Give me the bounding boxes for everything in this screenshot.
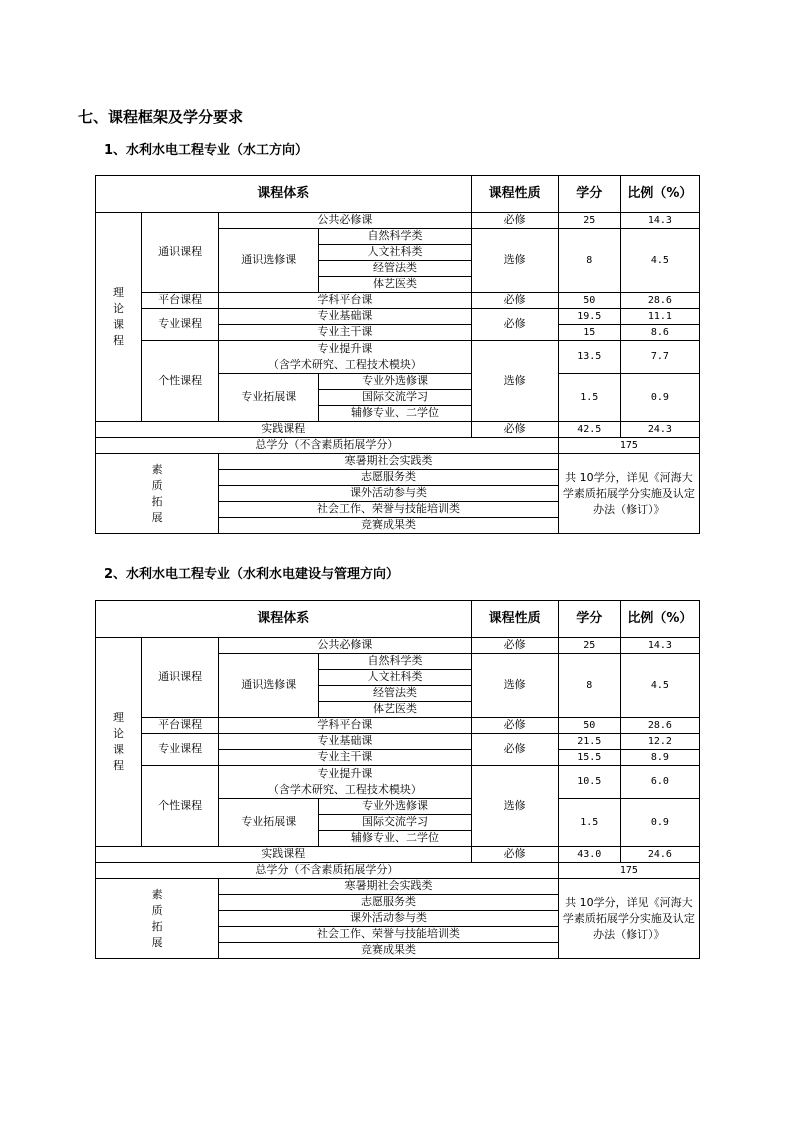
major-basic-credit: 21.5 [558, 734, 620, 750]
major-basic-label: 专业基础课 [219, 309, 471, 325]
header-course-nature: 课程性质 [471, 601, 558, 638]
major-expand-ratio: 0.9 [620, 374, 699, 422]
practice-ratio: 24.6 [620, 847, 699, 863]
credit-table-2 [95, 600, 700, 959]
major-expand-ratio: 0.9 [620, 799, 699, 847]
header-ratio: 比例（%） [620, 601, 699, 638]
major-upgrade-label: 专业提升课 （含学术研究、工程技术模块） [219, 341, 471, 374]
extracurricular-label: 课外活动参与类 [219, 911, 559, 927]
general-elective-label: 通识选修课 [219, 229, 319, 293]
total-credits-label: 总学分（不含素质拓展学分） [96, 438, 559, 454]
major-upgrade-credit: 10.5 [558, 766, 620, 799]
table-row [96, 734, 700, 750]
practice-courses-label: 实践课程 [96, 422, 472, 438]
major-core-label: 专业主干课 [219, 325, 471, 341]
table-row [96, 454, 700, 470]
quality-credit-note: 共 10学分，详见《河海大学素质拓展学分实施及认定办法（修订）》 [558, 454, 699, 534]
extracurricular-label: 课外活动参与类 [219, 486, 559, 502]
minor-degree-label: 辅修专业、二学位 [319, 831, 471, 847]
quality-credit-note: 共 10学分，详见《河海大学素质拓展学分实施及认定办法（修订）》 [558, 879, 699, 959]
social-work-label: 社会工作、荣誉与技能培训类 [219, 927, 559, 943]
general-elective-credit: 8 [558, 229, 620, 293]
major-basic-ratio: 11.1 [620, 309, 699, 325]
nature-required: 必修 [471, 638, 558, 654]
total-credits-value: 175 [558, 438, 699, 454]
personal-courses-label: 个性课程 [142, 766, 219, 847]
humanities-label: 人文社科类 [319, 670, 471, 686]
major-basic-label: 专业基础课 [219, 734, 471, 750]
public-required-label: 公共必修课 [219, 638, 471, 654]
humanities-label: 人文社科类 [319, 245, 471, 261]
public-required-ratio: 14.3 [620, 638, 699, 654]
header-row [96, 176, 700, 213]
table-row [96, 438, 700, 454]
arts-sports-label: 体艺医类 [319, 277, 471, 293]
general-courses-label: 通识课程 [142, 213, 219, 293]
social-work-label: 社会工作、荣誉与技能培训类 [219, 502, 559, 518]
major-core-ratio: 8.9 [620, 750, 699, 766]
nature-elective: 选修 [471, 229, 558, 293]
major-upgrade-ratio: 7.7 [620, 341, 699, 374]
practice-credit: 43.0 [558, 847, 620, 863]
major-upgrade-ratio: 6.0 [620, 766, 699, 799]
major-expand-credit: 1.5 [558, 374, 620, 422]
table-row [96, 847, 700, 863]
header-credit: 学分 [558, 601, 620, 638]
header-course-nature: 课程性质 [471, 176, 558, 213]
competition-label: 竞赛成果类 [219, 943, 559, 959]
practice-credit: 42.5 [558, 422, 620, 438]
total-credits-value: 175 [558, 863, 699, 879]
table-row [96, 638, 700, 654]
social-practice-label: 寒暑期社会实践类 [219, 879, 559, 895]
nature-required: 必修 [471, 213, 558, 229]
outside-elective-label: 专业外选修课 [319, 374, 471, 390]
header-credit: 学分 [558, 176, 620, 213]
header-course-system: 课程体系 [96, 176, 472, 213]
nature-elective: 选修 [471, 654, 558, 718]
major-expand-credit: 1.5 [558, 799, 620, 847]
major-courses-label: 专业课程 [142, 309, 219, 341]
table-2-subtitle: 2、水利水电工程专业（水利水电建设与管理方向） [104, 567, 400, 582]
major-basic-ratio: 12.2 [620, 734, 699, 750]
natural-science-label: 自然科学类 [319, 654, 471, 670]
major-expand-label: 专业拓展课 [219, 799, 319, 847]
header-course-system: 课程体系 [96, 601, 472, 638]
economics-label: 经管法类 [319, 261, 471, 277]
table-row [96, 422, 700, 438]
nature-elective: 选修 [471, 341, 558, 422]
theory-courses-label: 理 论 课 程 [96, 638, 142, 847]
public-required-credit: 25 [558, 638, 620, 654]
social-practice-label: 寒暑期社会实践类 [219, 454, 559, 470]
nature-required: 必修 [471, 309, 558, 341]
section-title: 七、课程框架及学分要求 [78, 108, 244, 126]
practice-courses-label: 实践课程 [96, 847, 472, 863]
public-required-label: 公共必修课 [219, 213, 471, 229]
general-elective-credit: 8 [558, 654, 620, 718]
platform-courses-label: 平台课程 [142, 718, 219, 734]
major-expand-label: 专业拓展课 [219, 374, 319, 422]
major-core-credit: 15 [558, 325, 620, 341]
major-upgrade-credit: 13.5 [558, 341, 620, 374]
general-elective-ratio: 4.5 [620, 229, 699, 293]
volunteer-label: 志愿服务类 [219, 895, 559, 911]
competition-label: 竞赛成果类 [219, 518, 559, 534]
major-courses-label: 专业课程 [142, 734, 219, 766]
personal-courses-label: 个性课程 [142, 341, 219, 422]
general-elective-label: 通识选修课 [219, 654, 319, 718]
platform-courses-label: 平台课程 [142, 293, 219, 309]
quality-expansion-label: 素 质 拓 展 [96, 879, 219, 959]
natural-science-label: 自然科学类 [319, 229, 471, 245]
table-row [96, 293, 700, 309]
major-core-ratio: 8.6 [620, 325, 699, 341]
nature-required: 必修 [471, 718, 558, 734]
quality-expansion-label: 素 质 拓 展 [96, 454, 219, 534]
platform-ratio: 28.6 [620, 293, 699, 309]
header-ratio: 比例（%） [620, 176, 699, 213]
platform-credit: 50 [558, 293, 620, 309]
volunteer-label: 志愿服务类 [219, 470, 559, 486]
platform-credit: 50 [558, 718, 620, 734]
nature-required: 必修 [471, 293, 558, 309]
table-row [96, 309, 700, 325]
header-row [96, 601, 700, 638]
economics-label: 经管法类 [319, 686, 471, 702]
major-basic-credit: 19.5 [558, 309, 620, 325]
nature-required: 必修 [471, 734, 558, 766]
arts-sports-label: 体艺医类 [319, 702, 471, 718]
general-courses-label: 通识课程 [142, 638, 219, 718]
table-row [96, 863, 700, 879]
theory-courses-label: 理 论 课 程 [96, 213, 142, 422]
discipline-platform-label: 学科平台课 [219, 718, 471, 734]
nature-required: 必修 [471, 422, 558, 438]
intl-exchange-label: 国际交流学习 [319, 390, 471, 406]
platform-ratio: 28.6 [620, 718, 699, 734]
nature-required: 必修 [471, 847, 558, 863]
practice-ratio: 24.3 [620, 422, 699, 438]
general-elective-ratio: 4.5 [620, 654, 699, 718]
minor-degree-label: 辅修专业、二学位 [319, 406, 471, 422]
nature-elective: 选修 [471, 766, 558, 847]
discipline-platform-label: 学科平台课 [219, 293, 471, 309]
total-credits-label: 总学分（不含素质拓展学分） [96, 863, 559, 879]
intl-exchange-label: 国际交流学习 [319, 815, 471, 831]
outside-elective-label: 专业外选修课 [319, 799, 471, 815]
table-1-subtitle: 1、水利水电工程专业（水工方向） [104, 143, 309, 158]
public-required-ratio: 14.3 [620, 213, 699, 229]
credit-table-1 [95, 175, 700, 534]
major-upgrade-label: 专业提升课 （含学术研究、工程技术模块） [219, 766, 471, 799]
public-required-credit: 25 [558, 213, 620, 229]
table-row [96, 213, 700, 229]
major-core-label: 专业主干课 [219, 750, 471, 766]
table-row [96, 879, 700, 895]
major-core-credit: 15.5 [558, 750, 620, 766]
table-row [96, 718, 700, 734]
